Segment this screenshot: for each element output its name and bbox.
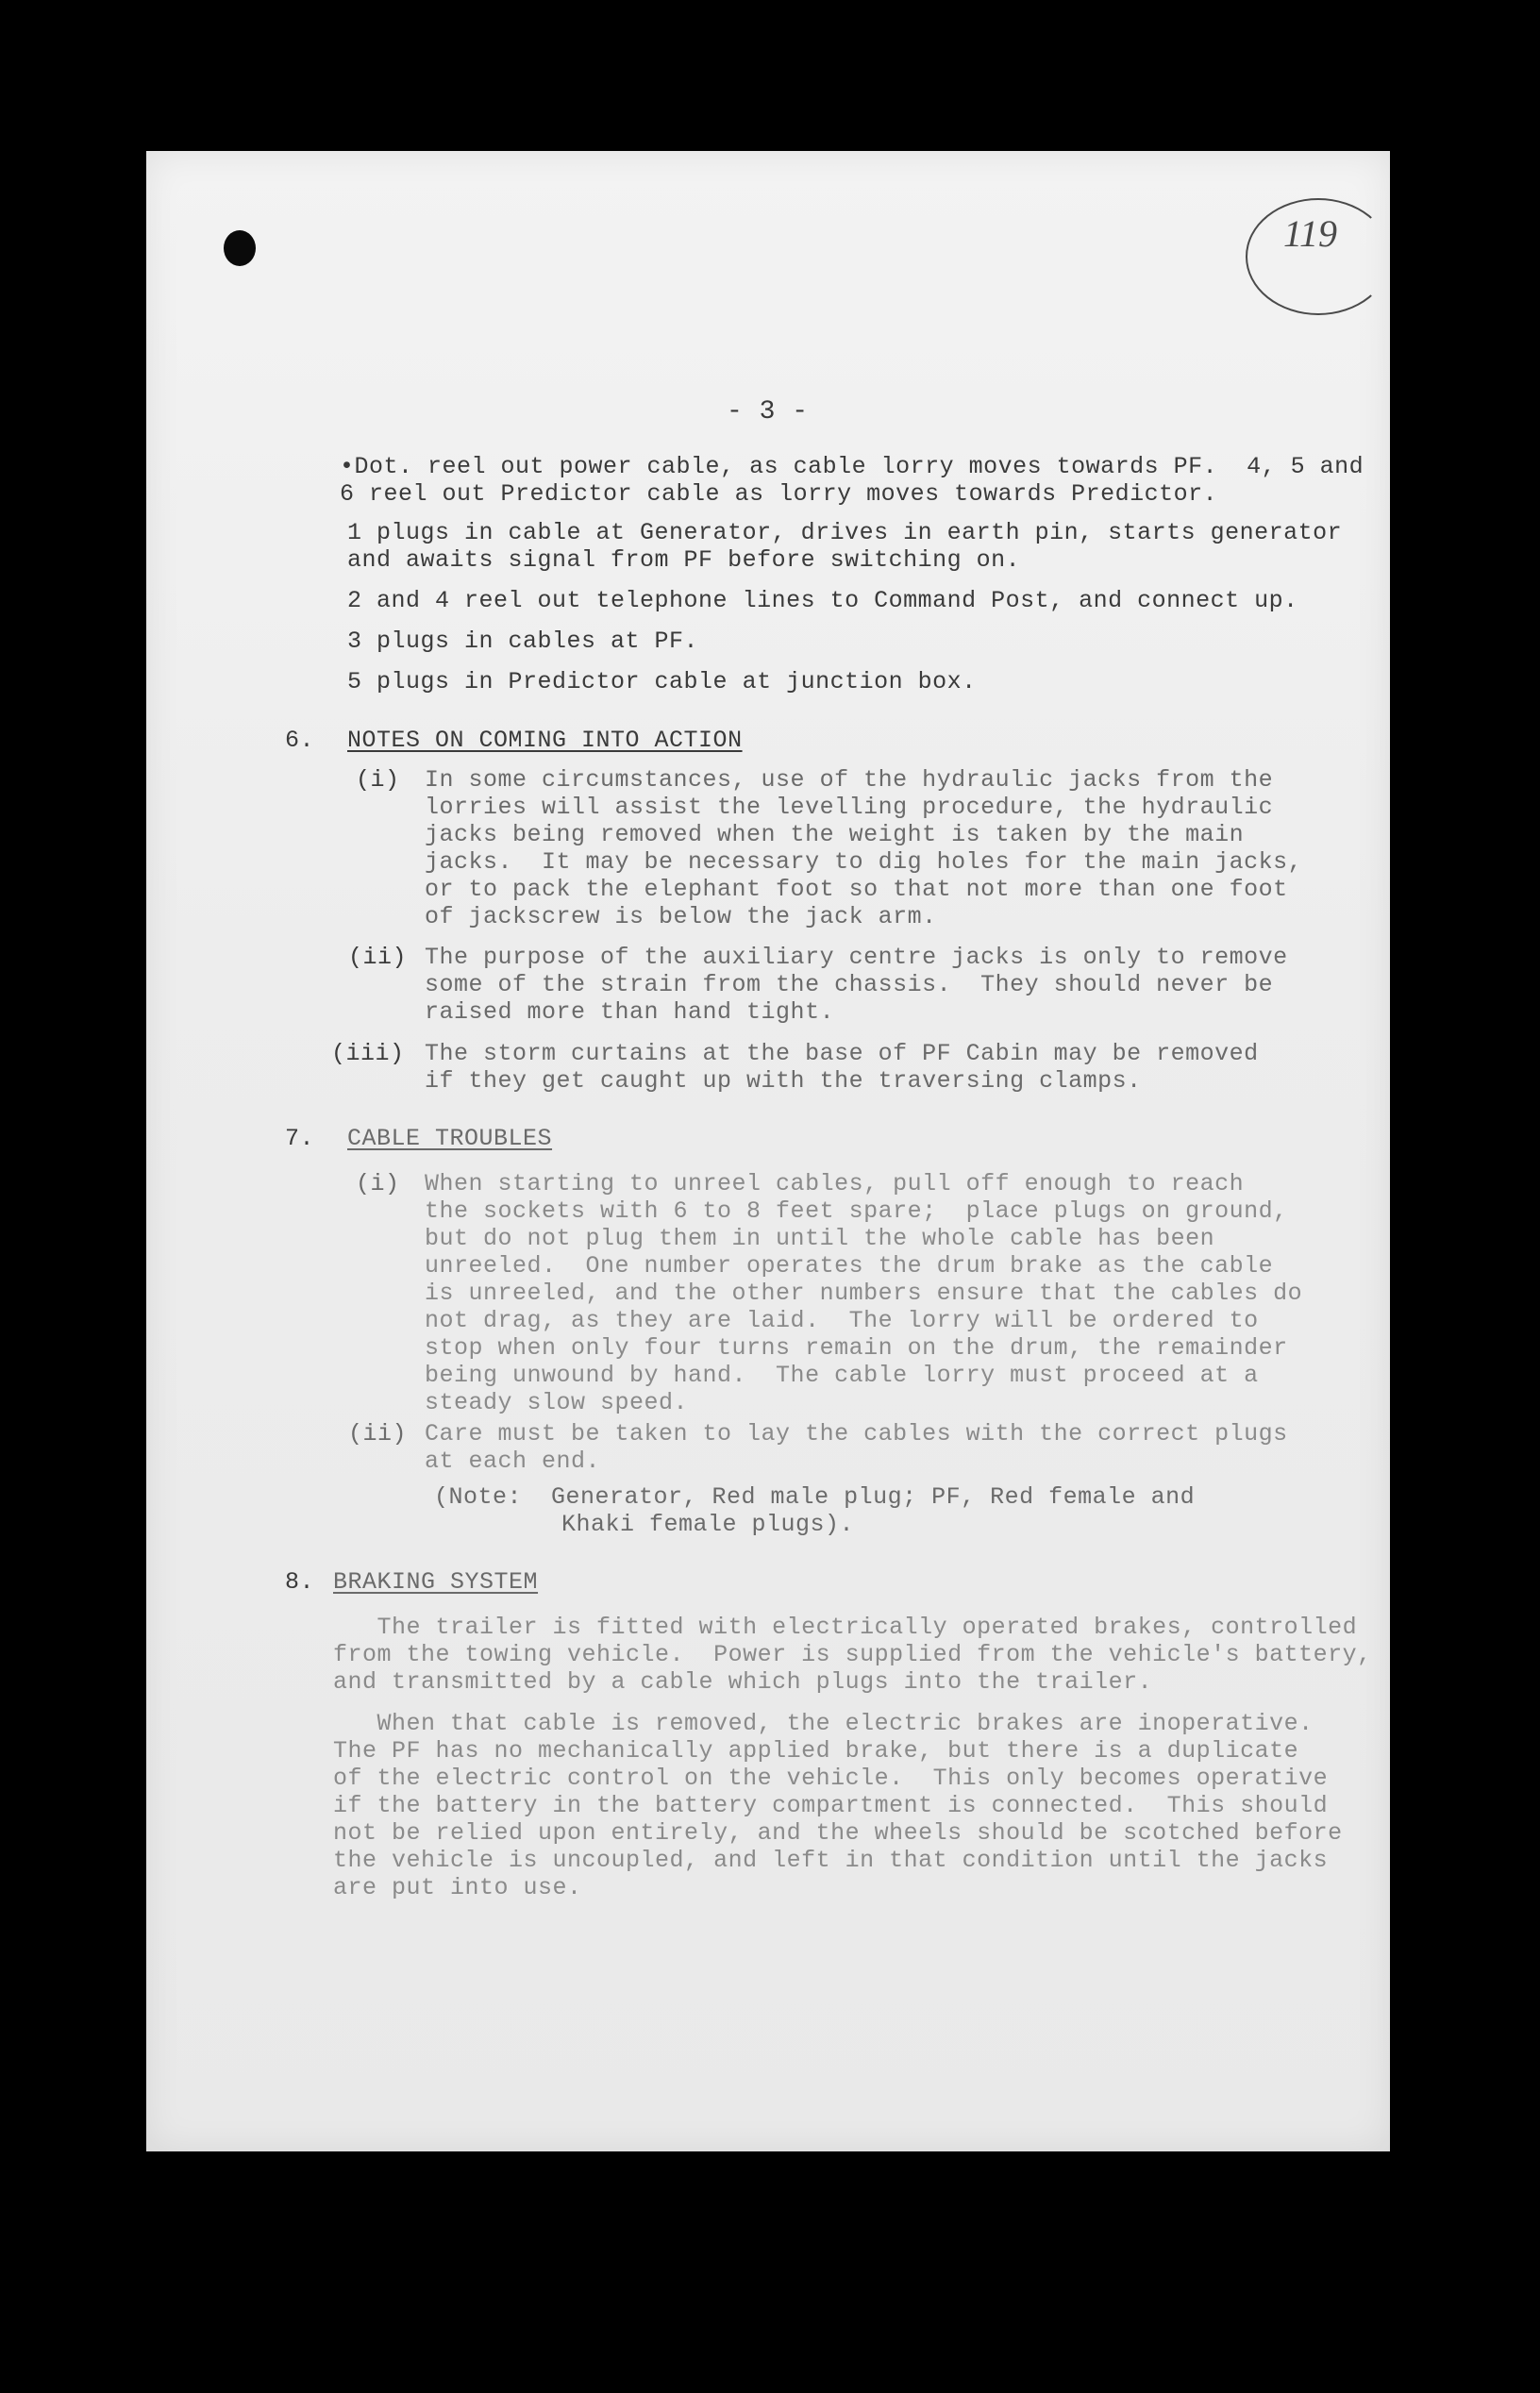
- section-6-number: 6.: [285, 727, 315, 754]
- section-6-item-label: (i): [356, 766, 400, 794]
- intro-paragraph-1: 1 plugs in cable at Generator, drives in earth pin, starts generator and awaits signal from PF before switching on.: [347, 519, 1343, 574]
- section-6-title: NOTES ON COMING INTO ACTION: [347, 727, 743, 754]
- section-7-title: CABLE TROUBLES: [347, 1125, 553, 1152]
- section-7-item-label: (i): [356, 1170, 400, 1197]
- section-6-item-ii: The purpose of the auxiliary centre jacks is only to remove some of the strain from the chassis. They should never be raised more than hand tight.: [425, 944, 1288, 1026]
- section-8-paragraph-2: When that cable is removed, the electric brakes are inoperative. The PF has no mechanically applied brake, but there is a duplicate of the electric control on the vehicle. This only becomes operative if the battery in the battery compartment is connected. This should not be relied upon entirely, and the wheels should be scotched before the vehicle is uncoupled, and left in that condition until the jacks are put into use.: [333, 1710, 1343, 1901]
- section-7-item-i: When starting to unreel cables, pull off enough to reach the sockets with 6 to 8 feet spare; place plugs on ground, but do not plug them in until the whole cable has been unreeled. One number operates the drum brake as the cable is unreeled, and the other numbers ensure that the cables do not drag, as they are laid. The lorry will be ordered to stop when only four turns remain on the drum, the remainder being unwound by hand. The cable lorry must proceed at a steady slow speed.: [425, 1170, 1303, 1416]
- intro-dot-paragraph: •Dot. reel out power cable, as cable lorry moves towards PF. 4, 5 and 6 reel out Predictor cable as lorry moves towards Predictor.: [340, 453, 1364, 508]
- intro-paragraph-5: 5 plugs in Predictor cable at junction box.: [347, 668, 977, 695]
- document-page: [146, 151, 1390, 2151]
- section-6-item-label: (ii): [348, 944, 408, 971]
- section-6-item-label: (iii): [331, 1040, 405, 1067]
- intro-paragraph-3: 3 plugs in cables at PF.: [347, 628, 699, 655]
- section-6-item-i: In some circumstances, use of the hydraulic jacks from the lorries will assist the levelling procedure, the hydraulic jacks being removed when the weight is taken by the main jacks. It may be necessary to dig holes for the main jacks, or to pack the elephant foot so that not more than one foot of jackscrew is below the jack arm.: [425, 766, 1303, 930]
- section-8-paragraph-1: The trailer is fitted with electrically operated brakes, controlled from the towing vehicle. Power is supplied from the vehicle's battery, and transmitted by a cable which plugs into the trailer.: [333, 1614, 1372, 1696]
- intro-paragraph-2: 2 and 4 reel out telephone lines to Command Post, and connect up.: [347, 587, 1298, 614]
- archive-page-mark: 119: [1283, 212, 1338, 255]
- section-8-number: 8.: [285, 1568, 315, 1596]
- section-6-item-iii: The storm curtains at the base of PF Cabin may be removed if they get caught up with the traversing clamps.: [425, 1040, 1259, 1095]
- section-7-item-ii: Care must be taken to lay the cables with the correct plugs at each end.: [425, 1420, 1288, 1475]
- section-7-note: (Note: Generator, Red male plug; PF, Red female and Khaki female plugs).: [434, 1483, 1196, 1538]
- section-7-number: 7.: [285, 1125, 315, 1152]
- ink-blot: [224, 230, 256, 266]
- page-number: - 3 -: [727, 397, 809, 427]
- section-7-item-label: (ii): [348, 1420, 408, 1448]
- section-8-title: BRAKING SYSTEM: [333, 1568, 539, 1596]
